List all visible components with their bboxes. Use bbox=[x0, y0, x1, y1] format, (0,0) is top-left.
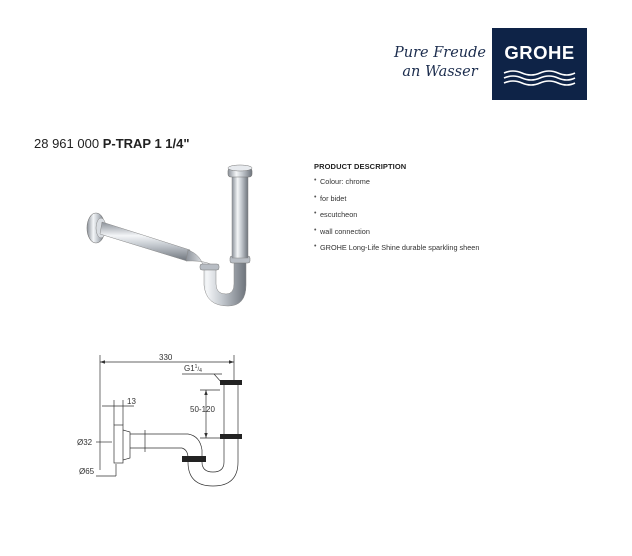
tagline-line-2: an Wasser bbox=[402, 64, 478, 80]
product-name: P-TRAP 1 1/4" bbox=[102, 136, 190, 151]
dim-length: 330 bbox=[159, 353, 173, 362]
feature-item: • escutcheon bbox=[314, 210, 614, 227]
feature-item: • for bidet bbox=[314, 194, 614, 211]
description-heading: PRODUCT DESCRIPTION bbox=[314, 162, 407, 171]
feature-item: • GROHE Long-Life Shine durable sparkling sheen bbox=[314, 243, 614, 260]
tagline-line-1: Pure Freude bbox=[394, 45, 486, 61]
product-title bbox=[34, 136, 190, 151]
feature-item: • wall connection bbox=[314, 227, 614, 244]
product-description bbox=[314, 162, 614, 260]
brand-tagline bbox=[392, 44, 488, 82]
grohe-logo bbox=[492, 28, 587, 100]
dim-thread: $G1^1_/4$ bbox=[184, 364, 202, 374]
product-photo bbox=[80, 160, 260, 325]
logo-wordmark: GROHE bbox=[504, 42, 575, 63]
feature-list bbox=[314, 177, 614, 260]
dim-height: 50-120 bbox=[190, 405, 215, 414]
logo-waves-icon bbox=[502, 68, 577, 88]
dim-inner-diameter: Ø32 bbox=[77, 438, 93, 447]
dim-outer-diameter: Ø65 bbox=[79, 467, 95, 476]
product-number: 28 961 000 bbox=[34, 136, 100, 151]
feature-item: • Colour: chrome bbox=[314, 177, 614, 194]
technical-drawing bbox=[70, 350, 270, 490]
dim-offset: 13 bbox=[127, 397, 136, 406]
